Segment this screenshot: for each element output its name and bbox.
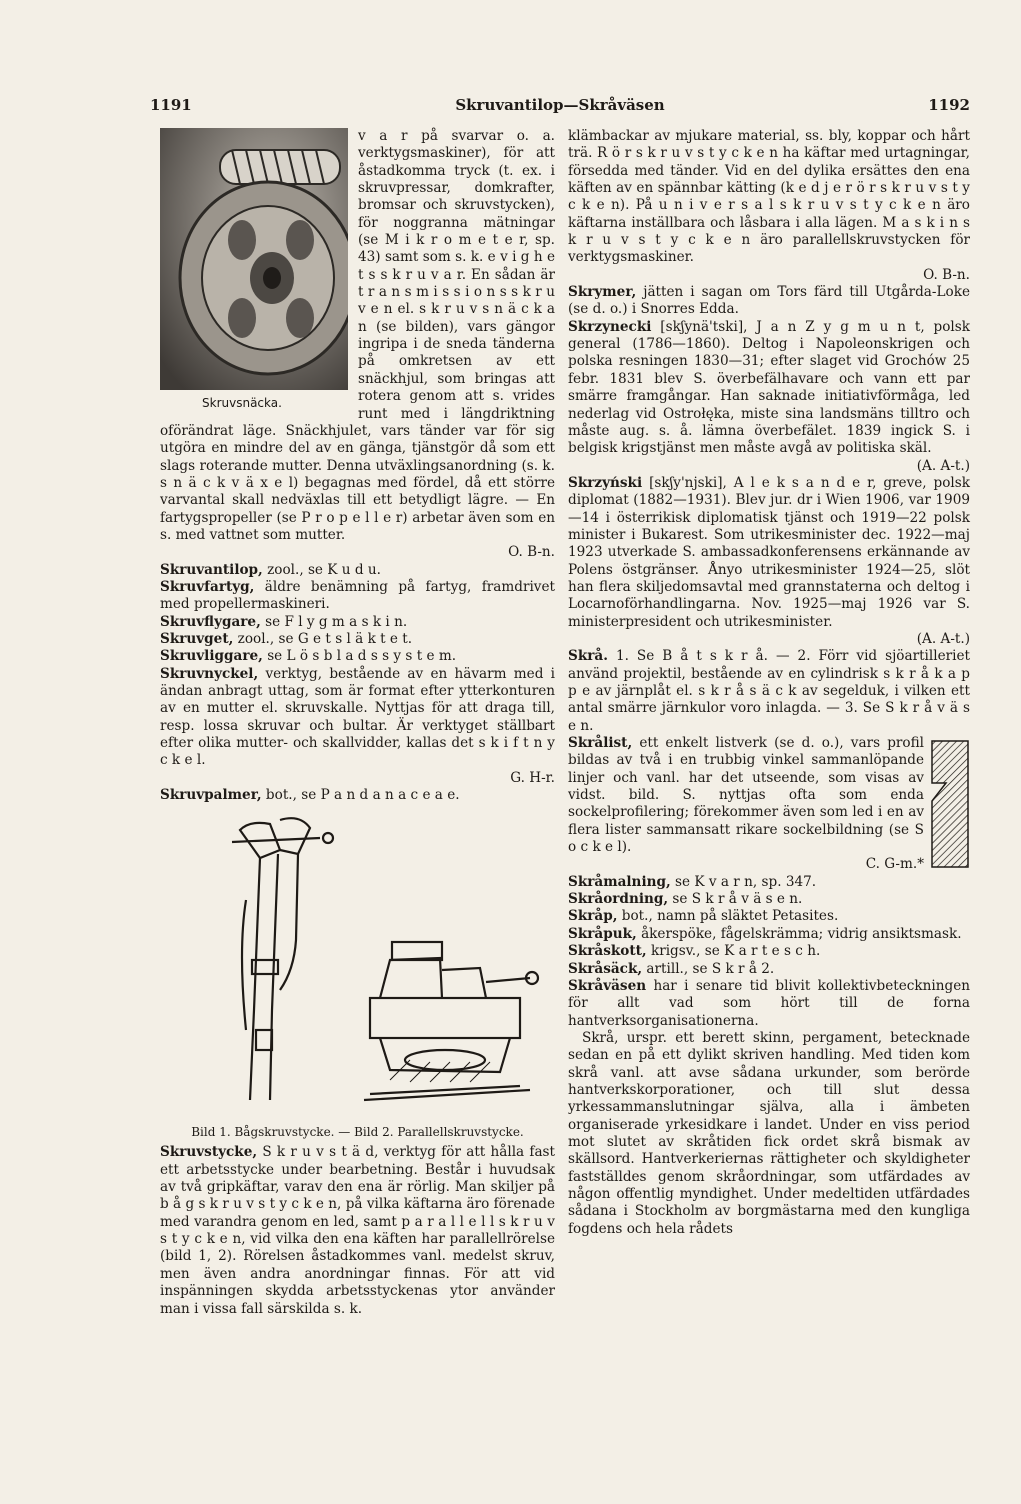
entry-continuation bbox=[160, 128, 555, 562]
entry-skrzynecki bbox=[568, 319, 970, 475]
entry-body: har i senare tid blivit kollektivbeteckningen för allt vad som hört till de forna hantverksorganisationerna. bbox=[568, 977, 970, 1029]
entry-headword: Skråordning, bbox=[568, 891, 669, 908]
entry-headword: Skråp, bbox=[568, 908, 618, 925]
entry-body: [skʃy'njski], A l e k s a n d e r, greve, polsk diplomat (1882—1931). Blev jur. dr i Wien 1906, var 1909—14 i österrikisk diplomatisk tjänst och 1919—22 polsk minister i Bukarest. Som utrikesminister dec. 1922—maj 1923 utverkade S. ambassadkonferensens erkännande av Polens östgränser. Ånyo utrikesminister 1924—25, slöt han flera skiljedomsavtal med grannstaterna och deltog i Locarnoförhandlingarna. Nov. 1925—maj 1926 var S. ministerpresident och utrikesminister. bbox=[568, 474, 970, 630]
vise-drawing bbox=[180, 810, 540, 1106]
right-column bbox=[568, 128, 970, 1238]
worm-gear-caption: Skruvsnäcka. bbox=[202, 395, 282, 410]
entry-headword: Skråpuk, bbox=[568, 925, 637, 942]
entry-body: åkerspöke, fågelskrämma; vidrig ansiktsmask. bbox=[636, 925, 962, 942]
vise-figure bbox=[160, 810, 555, 1140]
entry-headword: Skruvfartyg, bbox=[160, 578, 255, 595]
entry-body: [skʃynä'tski], J a n Z y g m u n t, polsk general (1786—1860). Deltog i Napoleonskrigen och polska resningen 1830—31; efter slaget vid Grochów 25 febr. 1831 blev S. överbefälhavare och vann ett par smärre framgångar. Han saknade initiativförmåga, led nederlag vid Ostrołęka, miste sina landsmäns tilltro och måste aug. s. å. lämna överbefälet. 1839 ingick S. i belgisk krigstjänst men måste avgå av politiska skäl. bbox=[568, 318, 970, 457]
entry-headword: Skrzynecki bbox=[568, 318, 652, 335]
entry-body: 1. Se B å t s k r å. — 2. Förr vid sjöartilleriet använd projektil, bestående av en cylindrisk s k r å k a p p e av järnplåt el. s k r å s ä c k av segelduk, i vilken ett antal smärre järnkulor voro inlagda. — 3. Se S k r å v ä s e n. bbox=[568, 648, 970, 734]
entry-body: bot., se P a n d a n a c e a e. bbox=[261, 787, 460, 804]
entry-skrymer bbox=[568, 284, 970, 319]
page-number-left: 1191 bbox=[150, 96, 192, 114]
entry-skramalning bbox=[568, 874, 970, 891]
entry-headword: Skruvpalmer, bbox=[160, 787, 262, 804]
entry-skruvflygare bbox=[160, 614, 555, 631]
entry-body: zool., se K u d u. bbox=[262, 561, 381, 578]
entry-skruvstycke bbox=[160, 1144, 555, 1317]
entry-body: ett enkelt listverk (se d. o.), vars profil bildas av två i en trubbig vinkel sammanlöpande linjer och vanl. har det utseende, som visas av vidst. bild. S. nyttjas ofta som enda sockelprofilering; förekommer även som led i en av flera lister sammansatt rikare sockelbildning (se S o c k e l). bbox=[568, 735, 924, 856]
entry-skruvget bbox=[160, 631, 555, 648]
entry-headword: Skrymer, bbox=[568, 284, 637, 301]
skralist-profile-figure bbox=[930, 739, 970, 869]
entry-body: zool., se G e t s l ä k t e t. bbox=[233, 630, 413, 647]
entry-headword: Skråmalning, bbox=[568, 873, 671, 890]
entry-body: bot., namn på släktet Petasites. bbox=[617, 908, 839, 925]
entry-headword: Skrzyński bbox=[568, 474, 643, 491]
entry-headword: Skråväsen bbox=[568, 977, 647, 994]
author-signature: O. B-n. bbox=[508, 544, 555, 561]
entry-body: se S k r å v ä s e n. bbox=[668, 891, 803, 908]
entry-body: se F l y g m a s k i n. bbox=[260, 613, 408, 630]
entry-headword: Skruvflygare, bbox=[160, 613, 261, 630]
paragraph-text: Skrå, urspr. ett berett skinn, pergament, betecknade sedan en på ett dylikt skriven handling. Med tiden kom skrå vanl. att avse sådana urkunder, som berörde hantverkskorporationer, och till slut dessa yrkessammanslutningar själva, alla i ämbeten organiserade yrkesidkare i landet. Under en viss period mot slutet av skråtiden fick ordet skrå bismak av skällsord. Hantverkeriernas rättigheter och skyldigheter fastställdes genom skråordningar, som utfärdades av någon offentlig myndighet. Under medeltiden utfärdades sådana i Stockholm av borgmästarna med den kungliga fogdens och hela rådets bbox=[568, 1029, 970, 1237]
entry-headword: Skruvantilop, bbox=[160, 561, 263, 578]
entry-skrap bbox=[568, 908, 970, 925]
entry-continuation bbox=[568, 128, 970, 284]
entry-body: krigsv., se K a r t e s c h. bbox=[646, 943, 821, 960]
worm-gear-figure bbox=[160, 128, 348, 412]
entry-skruvantilop bbox=[160, 562, 555, 579]
entry-skruvfartyg bbox=[160, 579, 555, 614]
author-signature: C. G-m.* bbox=[865, 856, 924, 873]
entry-body: S k r u v s t ä d, verktyg för att hålla fast ett arbetsstycke under bearbetning. Består i huvudsak av två gripkäftar, varav den ena är rörlig. Man skiljer på b å g s k r u v s t y c k e n, på vilka käftarna äro förenade med varandra genom en led, samt p a r a l l e l l s k r u v s t y c k e n, vid vilka den ena käften har parallellrörelse (bild 1, 2). Rörelsen åstadkommes vanl. medelst skruv, men även andra anordningar finnas. För att vid inspänningen skydda arbetsstyckenas ytor använder man i vissa fall särskilda s. k. bbox=[160, 1144, 555, 1317]
entry-skrzynski bbox=[568, 475, 970, 648]
author-signature: G. H-r. bbox=[510, 769, 555, 786]
entry-skruvliggare bbox=[160, 648, 555, 665]
author-signature: (A. A-t.) bbox=[916, 630, 970, 647]
entry-skravasen-continued bbox=[568, 1030, 970, 1238]
entry-body: jätten i sagan om Tors färd till Utgårda-Loke (se d. o.) i Snorres Edda. bbox=[568, 284, 970, 318]
author-signature: O. B-n. bbox=[923, 266, 970, 283]
entry-skrapuk bbox=[568, 926, 970, 943]
author-signature: (A. A-t.) bbox=[916, 457, 970, 474]
running-header bbox=[150, 96, 970, 120]
page-number-right: 1192 bbox=[928, 96, 970, 114]
entry-body: artill., se S k r å 2. bbox=[642, 960, 775, 977]
entry-headword: Skråsäck, bbox=[568, 960, 643, 977]
entry-body: se K v a r n, sp. 347. bbox=[670, 873, 817, 890]
entry-headword: Skrålist, bbox=[568, 735, 633, 752]
entry-skraordning bbox=[568, 891, 970, 908]
vise-caption: Bild 1. Bågskruvstycke. — Bild 2. Parallellskruvstycke. bbox=[191, 1125, 524, 1140]
entry-skruvnyckel bbox=[160, 666, 555, 787]
entry-body: verktyg, bestående av en hävarm med i ändan anbragt uttag, som är format efter ytterkonturen av en mutter el. skruvskalle. Nyttjas för att draga till, resp. lossa skruvar och bultar. Är verktyget ställbart efter olika mutter- och skallvidder, kallas det s k i f t n y c k e l. bbox=[160, 665, 555, 769]
entry-body: se L ö s b l a d s s y s t e m. bbox=[262, 648, 457, 665]
entry-skruvpalmer bbox=[160, 787, 555, 804]
left-column bbox=[160, 128, 555, 1318]
entry-headword: Skrå. bbox=[568, 648, 608, 665]
entry-headword: Skråskott, bbox=[568, 943, 647, 960]
entry-skralist bbox=[568, 735, 970, 874]
entry-headword: Skruvliggare, bbox=[160, 648, 263, 665]
entry-skra bbox=[568, 648, 970, 735]
worm-gear-photo bbox=[160, 128, 348, 390]
entry-skraskott bbox=[568, 943, 970, 960]
running-title: Skruvantilop—Skråväsen bbox=[455, 96, 665, 114]
entry-headword: Skruvstycke, bbox=[160, 1144, 258, 1161]
entry-skravasen bbox=[568, 978, 970, 1030]
entry-headword: Skruvget, bbox=[160, 630, 234, 647]
entry-headword: Skruvnyckel, bbox=[160, 665, 259, 682]
entry-skrasack bbox=[568, 961, 970, 978]
paragraph-text: v a r på svarvar o. a. verktygsmaskiner), för att åstadkomma tryck (t. ex. i skruvpressar, domkrafter, bromsar och skruvstycken), för noggranna mätningar (se M i k r o m e t e r, sp. 43) samt som s. k. e v i g h e t s s k r u v a r. En sådan är t r a n s m i s s i o n s s k r u v e n el. s k r u v s n ä c k a n (se bilden), vars gängor ingripa i de sneda tänderna på omkretsen av ett snäckhjul, som bringas att rotera genom att s. vrides runt med i längdriktning oförändrat läge. Snäckhjulet, vars tänder var för sig utgöra en mindre del av en gänga, tjänstgör då som ett slags roterande mutter. Denna utväxlingsanordning (s. k. s n ä c k v ä x e l) begagnas med fördel, då ett större varvantal skall nedväxlas till ett betydligt lägre. — En fartygspropeller (se P r o p e l l e r) arbetar även som en s. med vattnet som mutter. bbox=[160, 128, 555, 543]
entry-body: äldre benämning på fartyg, framdrivet med propellermaskineri. bbox=[160, 578, 555, 613]
paragraph-text: klämbackar av mjukare material, ss. bly, koppar och hårt trä. R ö r s k r u v s t y c k e n ha käftar med urtagningar, försedda med tänder. Vid en del dylika ersättes den ena käften av en spännbar kätting (k e d j e r ö r s k r u v s t y c k e n). På u n i v e r s a l s k r u v s t y c k e n äro käftarna inställbara och låsbara i alla lägen. M a s k i n s k r u v s t y c k e n äro parallellskruvstycken för verktygsmaskiner. bbox=[568, 128, 970, 266]
